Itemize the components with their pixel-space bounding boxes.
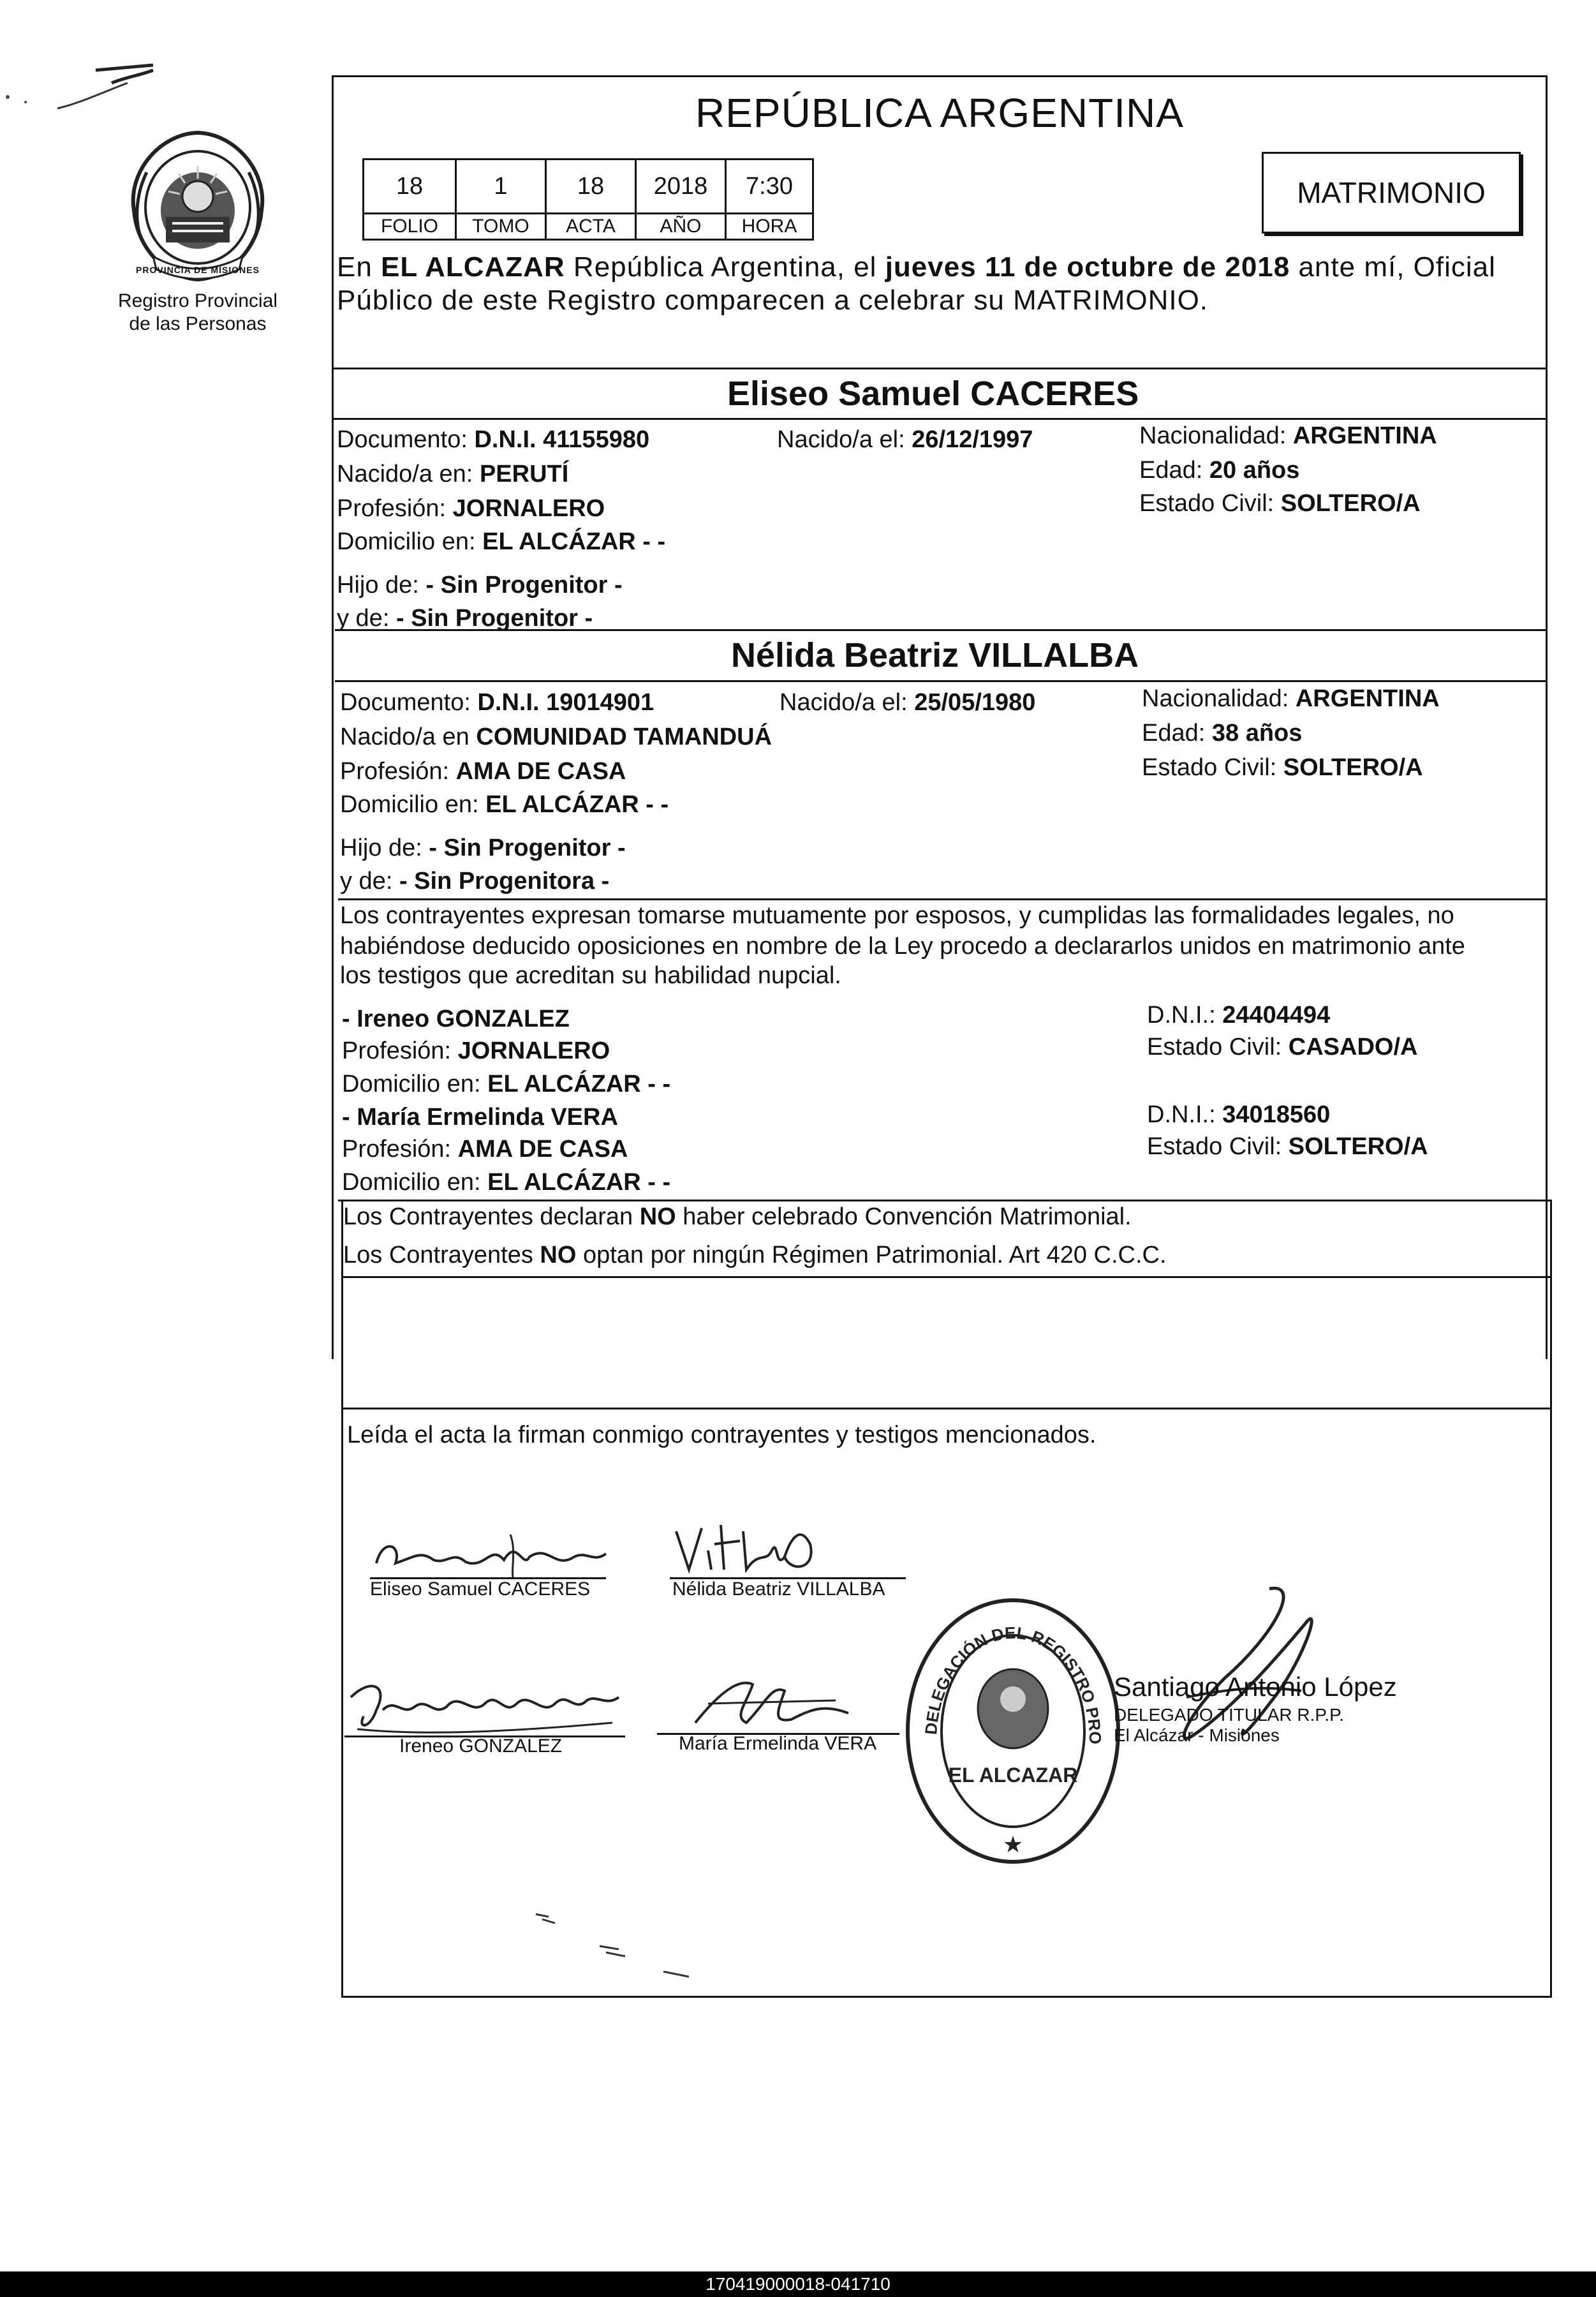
handwritten-signature-icon [344, 1672, 625, 1742]
intro-place: EL ALCAZAR [381, 251, 565, 283]
frame-left [332, 75, 334, 1359]
intro-line1 [337, 250, 1496, 285]
groom-nationality [1139, 421, 1437, 450]
field-label: Estado Civil: [1139, 490, 1275, 517]
witness1-profession [342, 1036, 610, 1066]
doc-type: MATRIMONIO [1297, 176, 1486, 209]
convention-line1 [343, 1202, 1132, 1231]
field-value: - Sin Progenitor - [425, 572, 623, 598]
handwritten-signature-icon [657, 1665, 899, 1736]
delegation-seal [898, 1581, 1128, 1875]
signature-label: Ireneo GONZALEZ [399, 1736, 563, 1757]
field-value: 20 años [1209, 457, 1300, 484]
groom-born-on [777, 425, 1033, 454]
closing-statement: Leída el acta la firman conmigo contrayentes y testigos mencionados. [347, 1422, 1097, 1448]
field-label: Domicilio en: [342, 1169, 481, 1196]
acta-label: ACTA [546, 214, 636, 240]
bride-parent1 [340, 833, 626, 863]
intro-text: ante mí, Oficial [1290, 251, 1496, 283]
bride-profession [340, 757, 626, 786]
acta-value: 18 [546, 160, 636, 214]
field-value: EL ALCÁZAR - - [485, 791, 669, 818]
divider [338, 1200, 1552, 1201]
field-label: Edad: [1142, 720, 1206, 747]
provincia-misiones-seal-icon [121, 121, 274, 287]
field-label: Profesión: [340, 758, 450, 785]
signature-bride [663, 1512, 912, 1600]
folio-label: FOLIO [364, 214, 456, 240]
field-value: SOLTERO/A [1280, 490, 1421, 517]
field-label: Nacido/a el: [780, 689, 908, 716]
field-label: D.N.I.: [1147, 1002, 1216, 1029]
bride-age [1142, 718, 1302, 748]
field-value: D.N.I. 19014901 [477, 689, 654, 716]
field-value: AMA DE CASA [455, 758, 626, 785]
tomo-value: 1 [456, 160, 546, 214]
seal-ring-text: DELEGACIÓN DEL REGISTRO PRO [921, 1623, 1105, 1744]
field-value: JORNALERO [452, 495, 605, 522]
frame-left-lower [341, 1200, 343, 1997]
seal-center-text: EL ALCAZAR [948, 1764, 1078, 1787]
scan-smudge-icon [523, 1901, 714, 1991]
groom-domicile [337, 527, 665, 556]
officer-name: Santiago Antonio López [1114, 1672, 1397, 1702]
field-label: Profesión: [337, 495, 447, 522]
frame-top [332, 75, 1548, 77]
signature-groom [364, 1525, 612, 1600]
field-value: 24404494 [1222, 1002, 1331, 1029]
declaration-line2: habiéndose deducido oposiciones en nombre de la Ley procedo a declararlos unidos en matrimonio ante [340, 933, 1465, 960]
field-value: D.N.I. 41155980 [474, 426, 650, 453]
doc-type-box [1262, 152, 1521, 234]
seal-ring-text: PROVINCIA DE MISIONES [136, 265, 260, 275]
witness2-dni [1147, 1100, 1330, 1129]
field-value: EL ALCÁZAR - - [487, 1071, 671, 1097]
page-title: REPÚBLICA ARGENTINA [695, 90, 1184, 136]
witness1-domicile [342, 1069, 670, 1099]
divider [335, 680, 1548, 682]
groom-parent1 [337, 570, 623, 600]
divider [341, 1408, 1552, 1409]
declaration-line1: Los contrayentes expresan tomarse mutuamente por esposos, y cumplidas las formalidades legales, no [340, 902, 1454, 929]
witness1-dni [1147, 1000, 1330, 1030]
svg-text:★: ★ [1002, 1831, 1024, 1857]
intro-text: República Argentina, el [565, 251, 885, 283]
groom-civil-status [1139, 489, 1421, 518]
field-value: SOLTERO/A [1283, 754, 1423, 781]
intro-date: jueves 11 de octubre de 2018 [885, 251, 1290, 283]
convention-text: Los Contrayentes declaran [343, 1203, 640, 1230]
field-value: PERUTÍ [479, 461, 569, 487]
registry-table [362, 158, 814, 241]
declaration-line3: los testigos que acreditan su habilidad nupcial. [340, 962, 841, 989]
convention-text: optan por ningún Régimen Patrimonial. Art 420 C.C.C. [576, 1242, 1167, 1268]
groom-parent2 [337, 604, 593, 633]
field-label: Domicilio en: [340, 791, 479, 818]
bride-doc [340, 688, 654, 717]
groom-age [1139, 456, 1299, 485]
divider [341, 1276, 1552, 1278]
bride-civil-status [1142, 753, 1423, 782]
handwritten-signature-icon [663, 1512, 912, 1582]
folio-value: 18 [364, 160, 456, 214]
ano-label: AÑO [636, 214, 726, 240]
witness2-domicile [342, 1168, 670, 1197]
tomo-label: TOMO [456, 214, 546, 240]
delegation-seal-icon [898, 1581, 1128, 1875]
field-label: Estado Civil: [1147, 1133, 1282, 1160]
field-label: Profesión: [342, 1136, 452, 1163]
seal-caption-line2: de las Personas [129, 313, 267, 334]
groom-profession [337, 494, 605, 523]
field-label: Hijo de: [337, 572, 419, 598]
field-label: D.N.I.: [1147, 1101, 1216, 1128]
groom-born-in [337, 459, 568, 489]
hora-value: 7:30 [726, 160, 813, 214]
field-label: Domicilio en: [337, 528, 476, 555]
frame-right [1546, 75, 1548, 1359]
intro-line2: Público de este Registro comparecen a celebrar su MATRIMONIO. [337, 285, 1209, 316]
registry-grid [362, 158, 814, 241]
seal-caption-line1: Registro Provincial [117, 290, 278, 311]
bride-domicile [340, 790, 669, 819]
field-label: Domicilio en: [342, 1071, 481, 1097]
scan-smudge-icon [0, 57, 166, 134]
field-label: Nacido/a en: [337, 461, 473, 487]
divider [332, 368, 1548, 369]
signature-witness2 [657, 1665, 899, 1754]
field-label: Nacido/a el: [777, 426, 905, 453]
bride-born-on [780, 688, 1035, 717]
witness2-civil-status [1147, 1132, 1428, 1161]
field-value: 25/05/1980 [914, 689, 1036, 716]
officer-block [1114, 1672, 1397, 1746]
field-label: Estado Civil: [1147, 1034, 1282, 1060]
bride-born-in [340, 722, 772, 752]
field-value: JORNALERO [457, 1037, 610, 1064]
field-value: - Sin Progenitora - [399, 868, 610, 895]
witness2-profession [342, 1134, 628, 1164]
field-label: Edad: [1139, 457, 1203, 484]
field-value: - Sin Progenitor - [429, 835, 626, 861]
field-value: 26/12/1997 [912, 426, 1033, 453]
field-label: y de: [340, 868, 393, 895]
bride-name: Nélida Beatriz VILLALBA [731, 636, 1139, 674]
footer-bar [0, 2271, 1596, 2297]
field-value: ARGENTINA [1295, 685, 1440, 712]
field-value: 34018560 [1222, 1101, 1331, 1128]
signature-label: María Ermelinda VERA [679, 1733, 877, 1754]
frame-bottom [341, 1996, 1552, 1998]
witness2-name: - María Ermelinda VERA [342, 1104, 618, 1131]
field-label: y de: [337, 605, 390, 632]
convention-emphasis: NO [639, 1203, 676, 1230]
witness1-name: - Ireneo GONZALEZ [342, 1006, 570, 1032]
field-value: 38 años [1211, 720, 1303, 747]
field-value: - Sin Progenitor - [395, 605, 593, 632]
field-value: SOLTERO/A [1288, 1133, 1428, 1160]
convention-text: Los Contrayentes [343, 1242, 540, 1268]
field-value: ARGENTINA [1292, 422, 1437, 449]
field-label: Documento: [337, 426, 468, 453]
signature-witness1 [344, 1672, 625, 1757]
scan-specks [523, 1901, 714, 1991]
convention-text: haber celebrado Convención Matrimonial. [676, 1203, 1132, 1230]
hora-label: HORA [726, 214, 813, 240]
officer-place: El Alcázar - Misiones [1114, 1725, 1280, 1745]
field-value: AMA DE CASA [457, 1136, 628, 1163]
field-label: Nacionalidad: [1139, 422, 1287, 449]
field-value: EL ALCÁZAR - - [487, 1169, 671, 1196]
bride-nationality [1142, 684, 1440, 713]
bride-parent2 [340, 866, 609, 896]
intro-text: En [337, 251, 381, 283]
document-code: 170419000018-041710 [706, 2274, 890, 2294]
signature-label: Eliseo Samuel CACERES [370, 1579, 591, 1600]
field-label: Documento: [340, 689, 471, 716]
provincial-seal [121, 121, 274, 287]
scan-mark [0, 57, 166, 134]
field-label: Nacionalidad: [1142, 685, 1289, 712]
field-label: Hijo de: [340, 835, 422, 861]
handwritten-signature-icon [364, 1525, 612, 1582]
field-value: EL ALCÁZAR - - [482, 528, 666, 555]
witness1-civil-status [1147, 1032, 1417, 1062]
convention-line2 [343, 1240, 1167, 1270]
field-value: CASADO/A [1288, 1034, 1418, 1060]
field-label: Nacido/a en [340, 724, 469, 750]
divider [338, 898, 1548, 900]
divider [332, 418, 1548, 420]
ano-value: 2018 [636, 160, 726, 214]
officer-role: DELEGADO TITULAR R.P.P. [1114, 1705, 1345, 1725]
groom-doc [337, 425, 649, 454]
field-label: Estado Civil: [1142, 754, 1277, 781]
frame-right-lower [1550, 1200, 1552, 1997]
groom-name: Eliseo Samuel CACERES [727, 375, 1139, 413]
field-label: Profesión: [342, 1037, 452, 1064]
seal-caption [89, 290, 306, 336]
field-value: COMUNIDAD TAMANDUÁ [476, 724, 772, 750]
signature-label: Nélida Beatriz VILLALBA [672, 1579, 885, 1600]
convention-emphasis: NO [540, 1242, 577, 1268]
